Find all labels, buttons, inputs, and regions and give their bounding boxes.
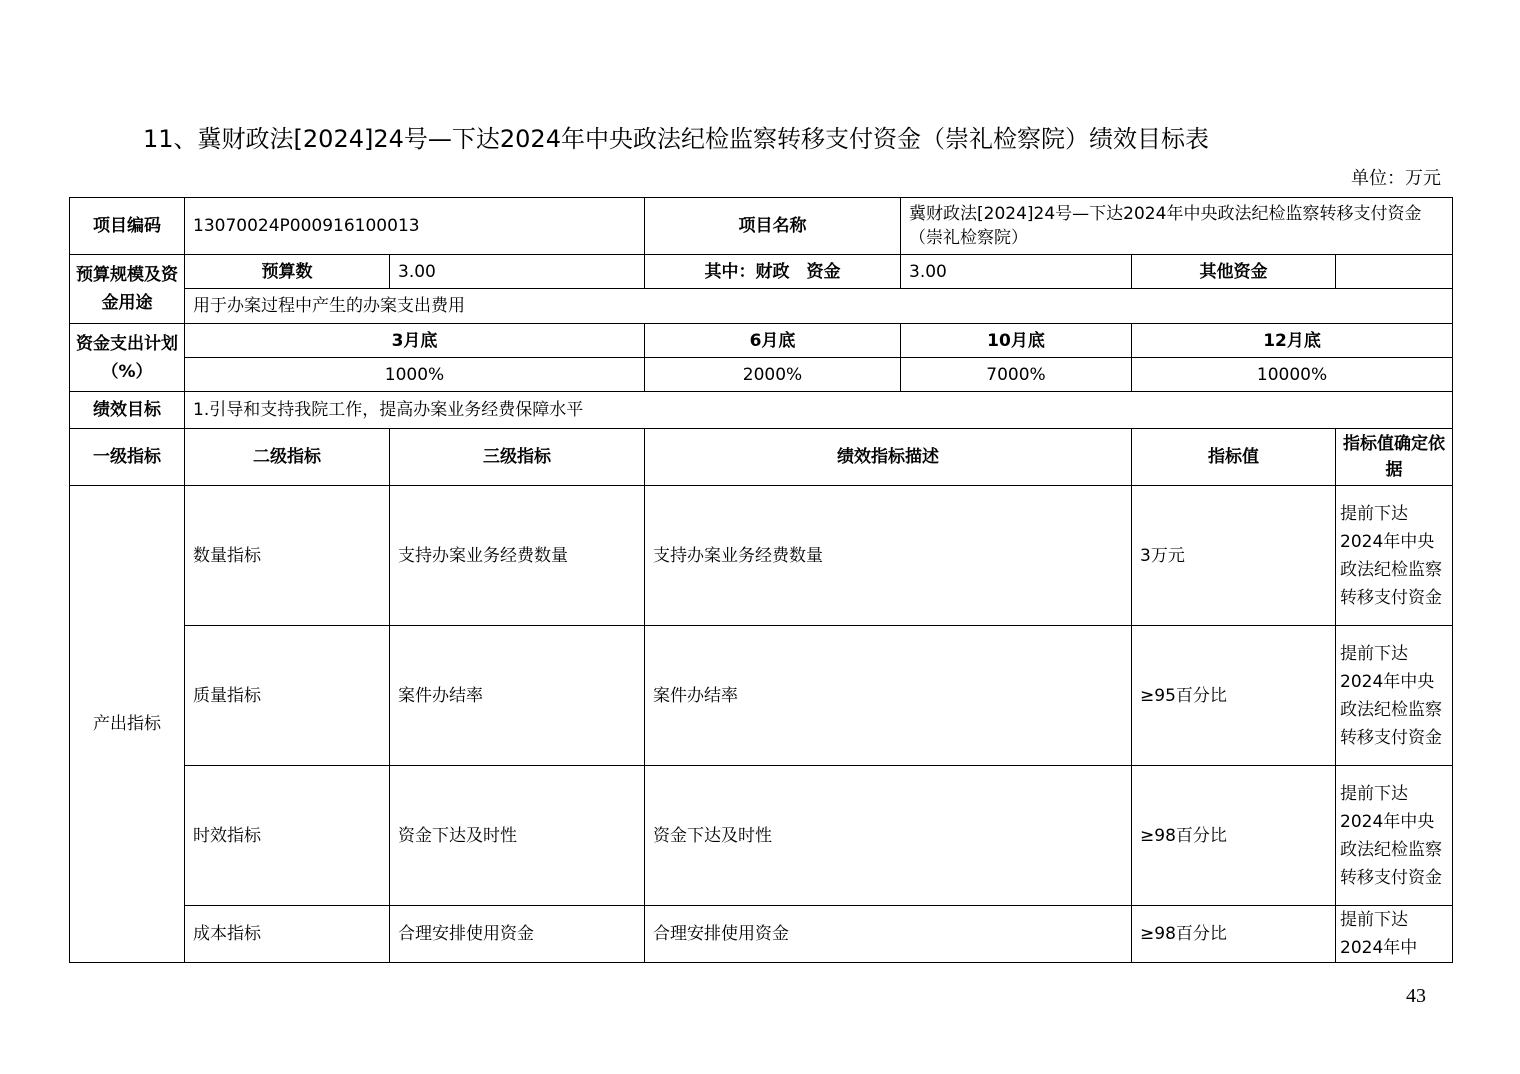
plan-period-value: 1000% [185,358,645,392]
level2-indicator: 成本指标 [185,906,390,963]
budget-label: 预算规模及资金用途 [70,255,185,324]
column-header: 三级指标 [390,429,645,486]
budget-row [70,255,1453,289]
project-name-value: 冀财政法[2024]24号—下达2024年中央政法纪检监察转移支付资金（崇礼检察院） [901,198,1453,255]
budget-amount-value: 3.00 [390,255,645,289]
project-code-value: 13070024P000916100013 [185,198,645,255]
other-fund-label: 其他资金 [1132,255,1336,289]
goal-row [70,392,1453,429]
goal-text: 1.引导和支持我院工作，提高办案业务经费保障水平 [185,392,1453,429]
indicator-description: 支持办案业务经费数量 [645,486,1132,626]
indicator-basis: 提前下达2024年中 [1336,906,1453,963]
goal-label: 绩效目标 [70,392,185,429]
other-fund-value [1336,255,1453,289]
plan-label: 资金支出计划（%） [70,324,185,392]
plan-period-label: 3月底 [185,324,645,358]
usage-row [70,289,1453,324]
indicator-value: ≥98百分比 [1132,906,1336,963]
column-header: 一级指标 [70,429,185,486]
level3-indicator: 案件办结率 [390,626,645,766]
plan-period-value: 10000% [1132,358,1453,392]
level3-indicator: 合理安排使用资金 [390,906,645,963]
plan-header-row [70,324,1453,358]
indicator-value: ≥95百分比 [1132,626,1336,766]
budget-usage: 用于办案过程中产生的办案支出费用 [185,289,1453,324]
unit-label: 单位：万元 [1351,168,1441,189]
plan-period-value: 7000% [901,358,1132,392]
plan-period-label: 6月底 [645,324,901,358]
column-header: 指标值确定依据 [1336,429,1453,486]
indicator-description: 案件办结率 [645,626,1132,766]
page-number: 43 [1406,985,1426,1007]
table-row [70,626,1453,766]
indicator-value: 3万元 [1132,486,1336,626]
level1-indicator: 产出指标 [70,486,185,963]
indicator-header-row [70,429,1453,486]
table-row [70,906,1453,963]
level3-indicator: 支持办案业务经费数量 [390,486,645,626]
header-row [70,198,1453,255]
budget-amount-label: 预算数 [185,255,390,289]
plan-value-row [70,358,1453,392]
plan-period-label: 10月底 [901,324,1132,358]
project-code-label: 项目编码 [70,198,185,255]
indicator-description: 合理安排使用资金 [645,906,1132,963]
column-header: 指标值 [1132,429,1336,486]
indicator-basis: 提前下达2024年中央政法纪检监察转移支付资金 [1336,766,1453,906]
plan-period-label: 12月底 [1132,324,1453,358]
performance-table [69,197,1453,963]
table-row [70,486,1453,626]
indicator-description: 资金下达及时性 [645,766,1132,906]
indicator-basis: 提前下达2024年中央政法纪检监察转移支付资金 [1336,626,1453,766]
table-row [70,766,1453,906]
fiscal-fund-value: 3.00 [901,255,1132,289]
level2-indicator: 质量指标 [185,626,390,766]
column-header: 绩效指标描述 [645,429,1132,486]
level2-indicator: 时效指标 [185,766,390,906]
level2-indicator: 数量指标 [185,486,390,626]
fiscal-fund-label: 其中：财政 资金 [645,255,901,289]
project-name-label: 项目名称 [645,198,901,255]
level3-indicator: 资金下达及时性 [390,766,645,906]
page-title: 11、冀财政法[2024]24号—下达2024年中央政法纪检监察转移支付资金（崇礼检察院）绩效目标表 [143,125,1209,153]
indicator-value: ≥98百分比 [1132,766,1336,906]
column-header: 二级指标 [185,429,390,486]
plan-period-value: 2000% [645,358,901,392]
indicator-basis: 提前下达2024年中央政法纪检监察转移支付资金 [1336,486,1453,626]
